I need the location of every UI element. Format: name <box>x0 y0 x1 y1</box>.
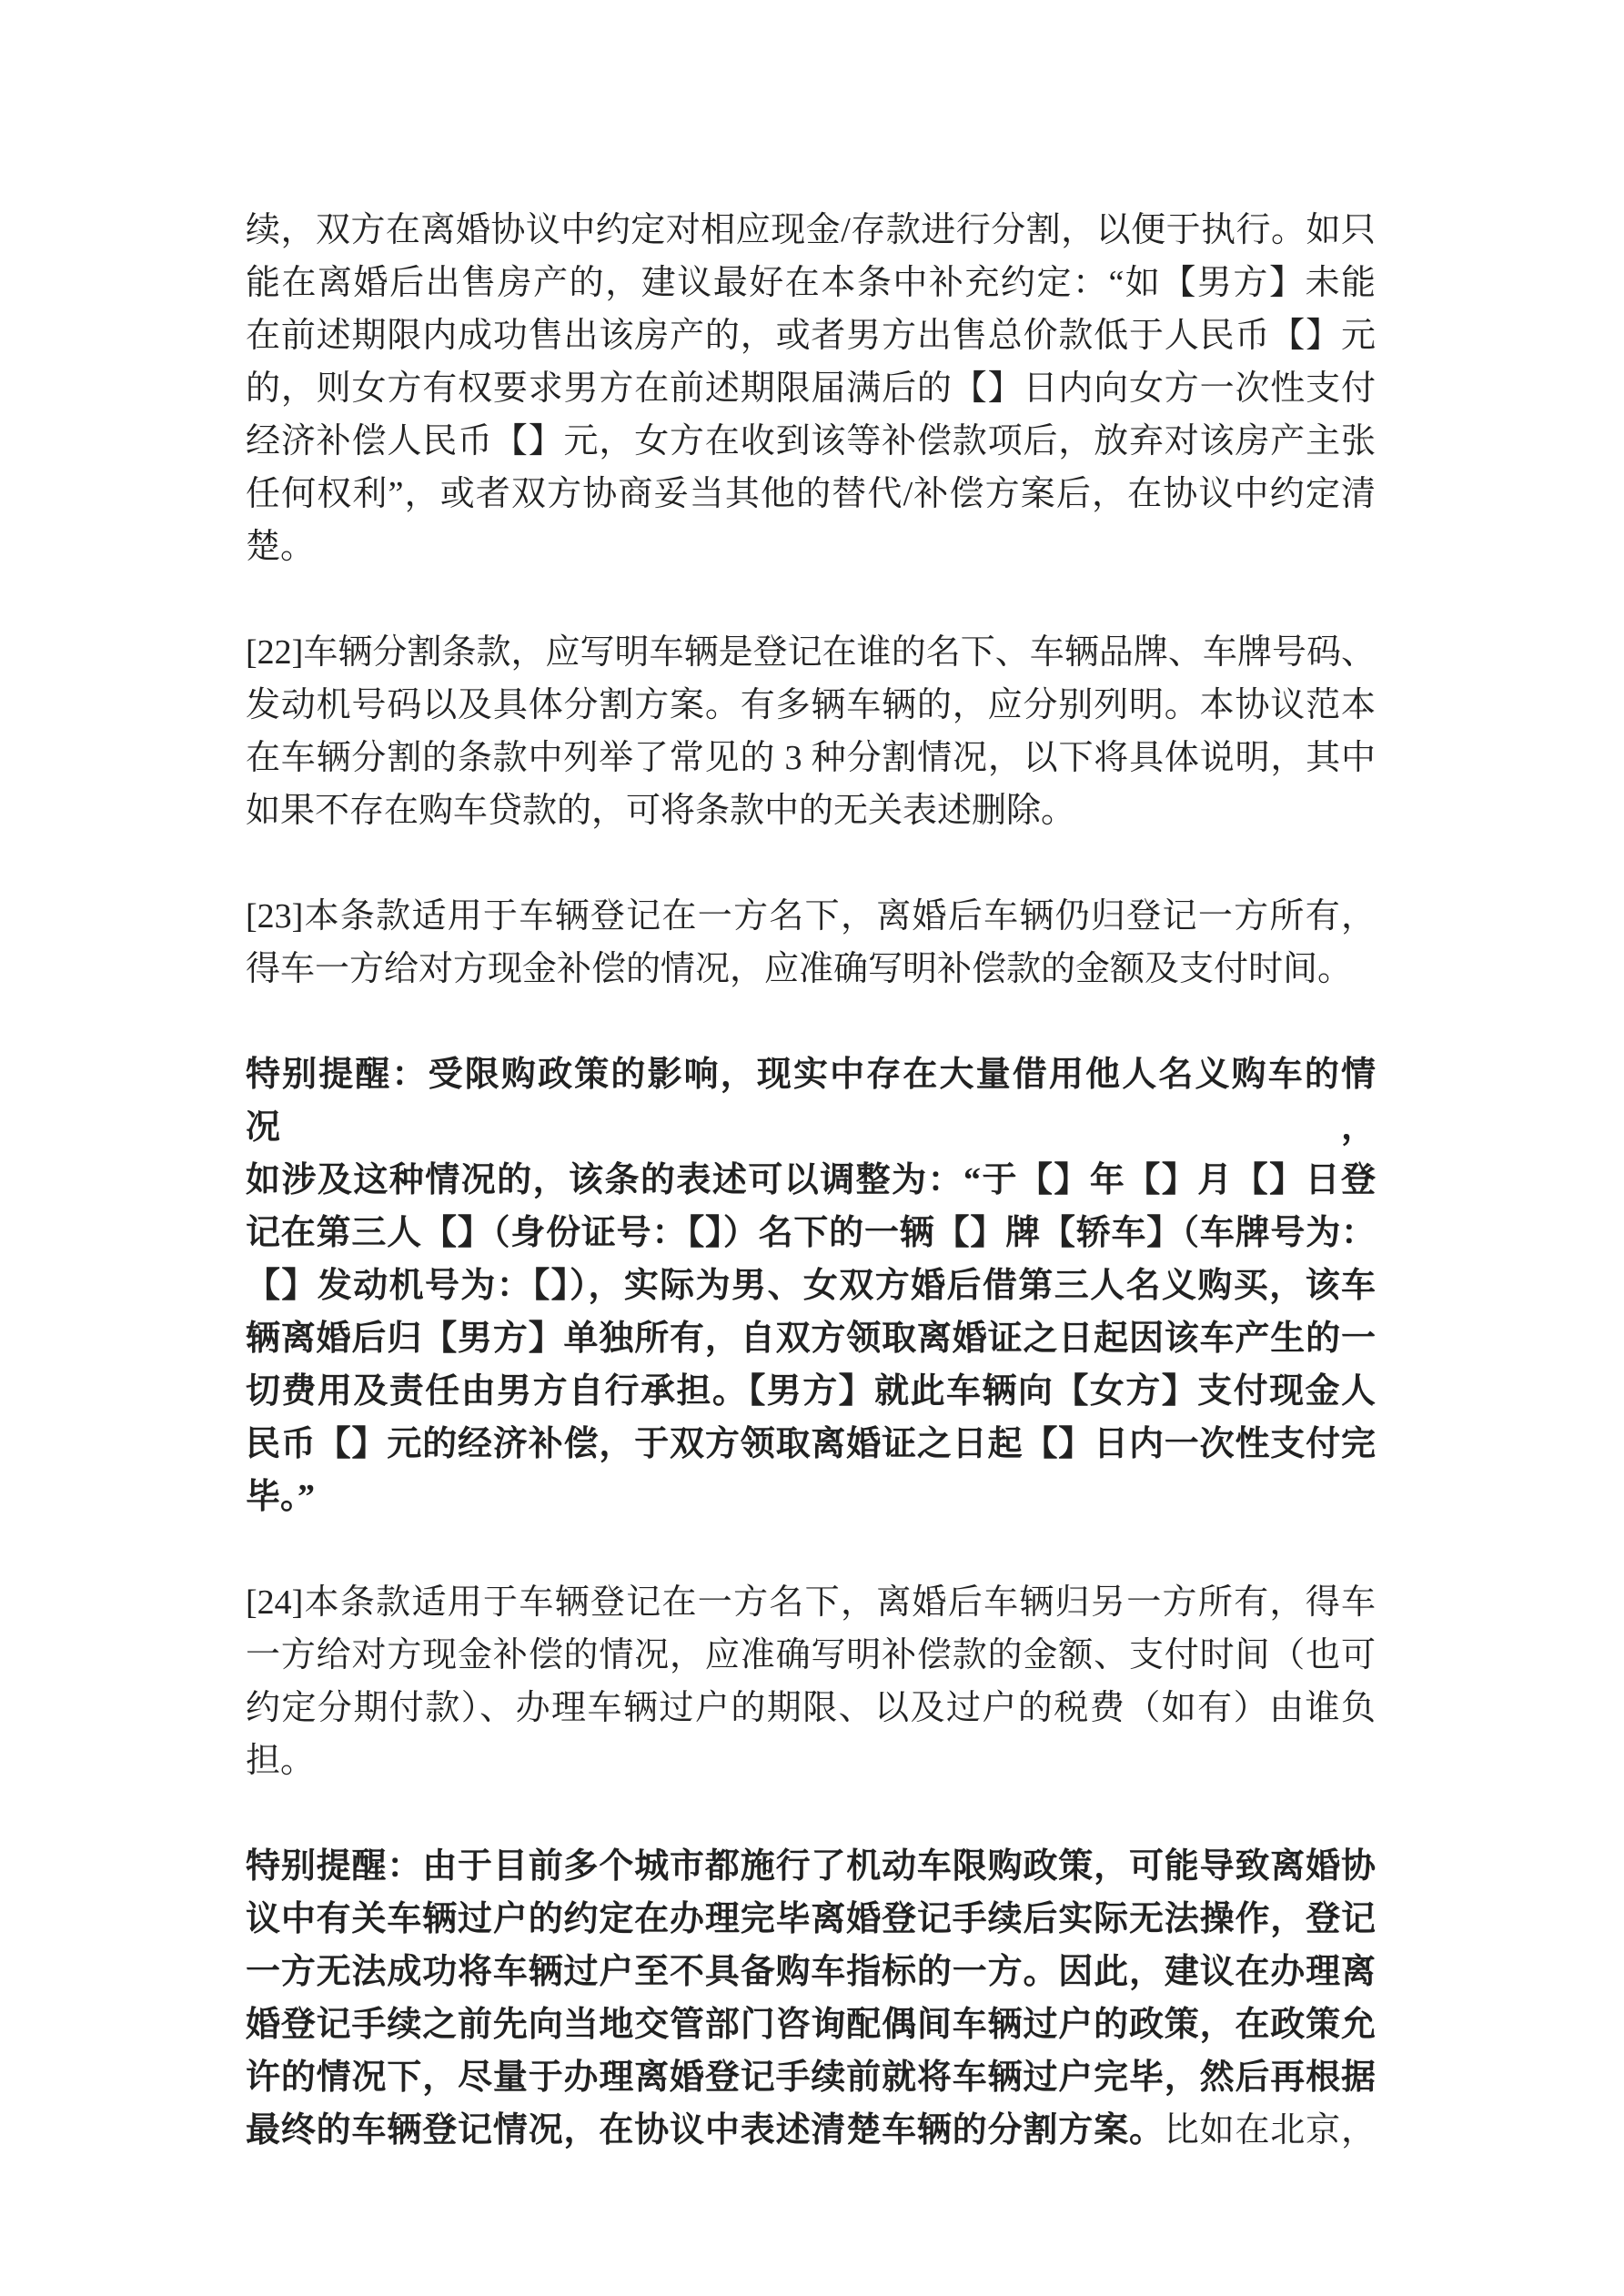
text-line: 续，双方在离婚协议中约定对相应现金/存款进行分割，以便于执行。如只 <box>246 211 1376 249</box>
text-line: 如果不存在购车贷款的，可将条款中的无关表述删除。 <box>246 792 1076 830</box>
footnote-23 <box>246 890 1376 996</box>
text-line: 议中有关车辆过户的约定在办理完毕离婚登记手续后实际无法操作，登记 <box>246 1900 1376 1938</box>
text-line: 切费用及责任由男方自行承担。【男方】就此车辆向【女方】支付现金人 <box>246 1372 1376 1411</box>
paragraph-house-sale-note-continuation <box>246 204 1376 573</box>
footnote-24 <box>246 1576 1376 1787</box>
text-line: 如涉及这种情况的，该条的表述可以调整为：“于【】年【】月【】日登 <box>246 1161 1376 1199</box>
text-line: 发动机号码以及具体分割方案。有多辆车辆的，应分别列明。本协议范本 <box>246 686 1376 724</box>
text-line: 毕。” <box>246 1478 316 1516</box>
text-line: 任何权利”，或者双方协商妥当其他的替代/补偿方案后，在协议中约定清 <box>246 475 1376 513</box>
text-line: 婚登记手续之前先向当地交管部门咨询配偶间车辆过户的政策，在政策允 <box>246 2006 1376 2044</box>
text-line: 【】发动机号为：【】），实际为男、女双方婚后借第三人名义购买，该车 <box>246 1267 1376 1305</box>
footnote-22 <box>246 626 1376 837</box>
text-line: 记在第三人【】（身份证号：【】）名下的一辆【】牌【轿车】（车牌号为： <box>246 1214 1376 1252</box>
text-line: [24]本条款适用于车辆登记在一方名下，离婚后车辆归另一方所有，得车 <box>246 1583 1376 1622</box>
text-line: 一方给对方现金补偿的情况，应准确写明补偿款的金额、支付时间（也可 <box>246 1636 1376 1674</box>
special-reminder-transfer-policy <box>246 1840 1376 2157</box>
text-run: 最终的车辆登记情况，在协议中表述清楚车辆的分割方案。 <box>246 2111 1165 2149</box>
text-line: 楚。 <box>246 528 316 566</box>
text-line: 许的情况下，尽量于办理离婚登记手续前就将车辆过户完毕，然后再根据 <box>246 2058 1376 2097</box>
text-line: 经济补偿人民币【】元，女方在收到该等补偿款项后，放弃对该房产主张 <box>246 422 1376 460</box>
text-line: 一方无法成功将车辆过户至不具备购车指标的一方。因此，建议在办理离 <box>246 1953 1376 1991</box>
text-line: 的，则女方有权要求男方在前述期限届满后的【】日内向女方一次性支付 <box>246 369 1376 408</box>
text-line: 能在离婚后出售房产的，建议最好在本条中补充约定：“如【男方】未能 <box>246 264 1376 302</box>
text-line <box>246 2104 1376 2157</box>
text-line: 在前述期限内成功售出该房产的，或者男方出售总价款低于人民币【】元 <box>246 317 1376 355</box>
special-reminder-borrowed-name-car <box>246 1048 1376 1523</box>
text-line: 约定分期付款）、办理车辆过户的期限、以及过户的税费（如有）由谁负 <box>246 1689 1376 1727</box>
text-line: 民币【】元的经济补偿，于双方领取离婚证之日起【】日内一次性支付完 <box>246 1425 1376 1463</box>
text-line: 得车一方给对方现金补偿的情况，应准确写明补偿款的金额及支付时间。 <box>246 950 1353 988</box>
text-run: 比如在北京， <box>1164 2111 1376 2149</box>
text-line: [22]车辆分割条款，应写明车辆是登记在谁的名下、车辆品牌、车牌号码、 <box>246 633 1376 672</box>
document-body <box>246 204 1376 2157</box>
text-line: 特别提醒：由于目前多个城市都施行了机动车限购政策，可能导致离婚协 <box>246 1847 1376 1886</box>
text-line: 辆离婚后归【男方】单独所有，自双方领取离婚证之日起因该车产生的一 <box>246 1320 1376 1358</box>
text-line: [23]本条款适用于车辆登记在一方名下，离婚后车辆仍归登记一方所有， <box>246 897 1376 936</box>
text-line: 担。 <box>246 1742 316 1780</box>
text-line: 在车辆分割的条款中列举了常见的 3 种分割情况，以下将具体说明，其中 <box>246 739 1376 777</box>
text-line: 特别提醒：受限购政策的影响，现实中存在大量借用他人名义购车的情况， <box>246 1056 1376 1147</box>
